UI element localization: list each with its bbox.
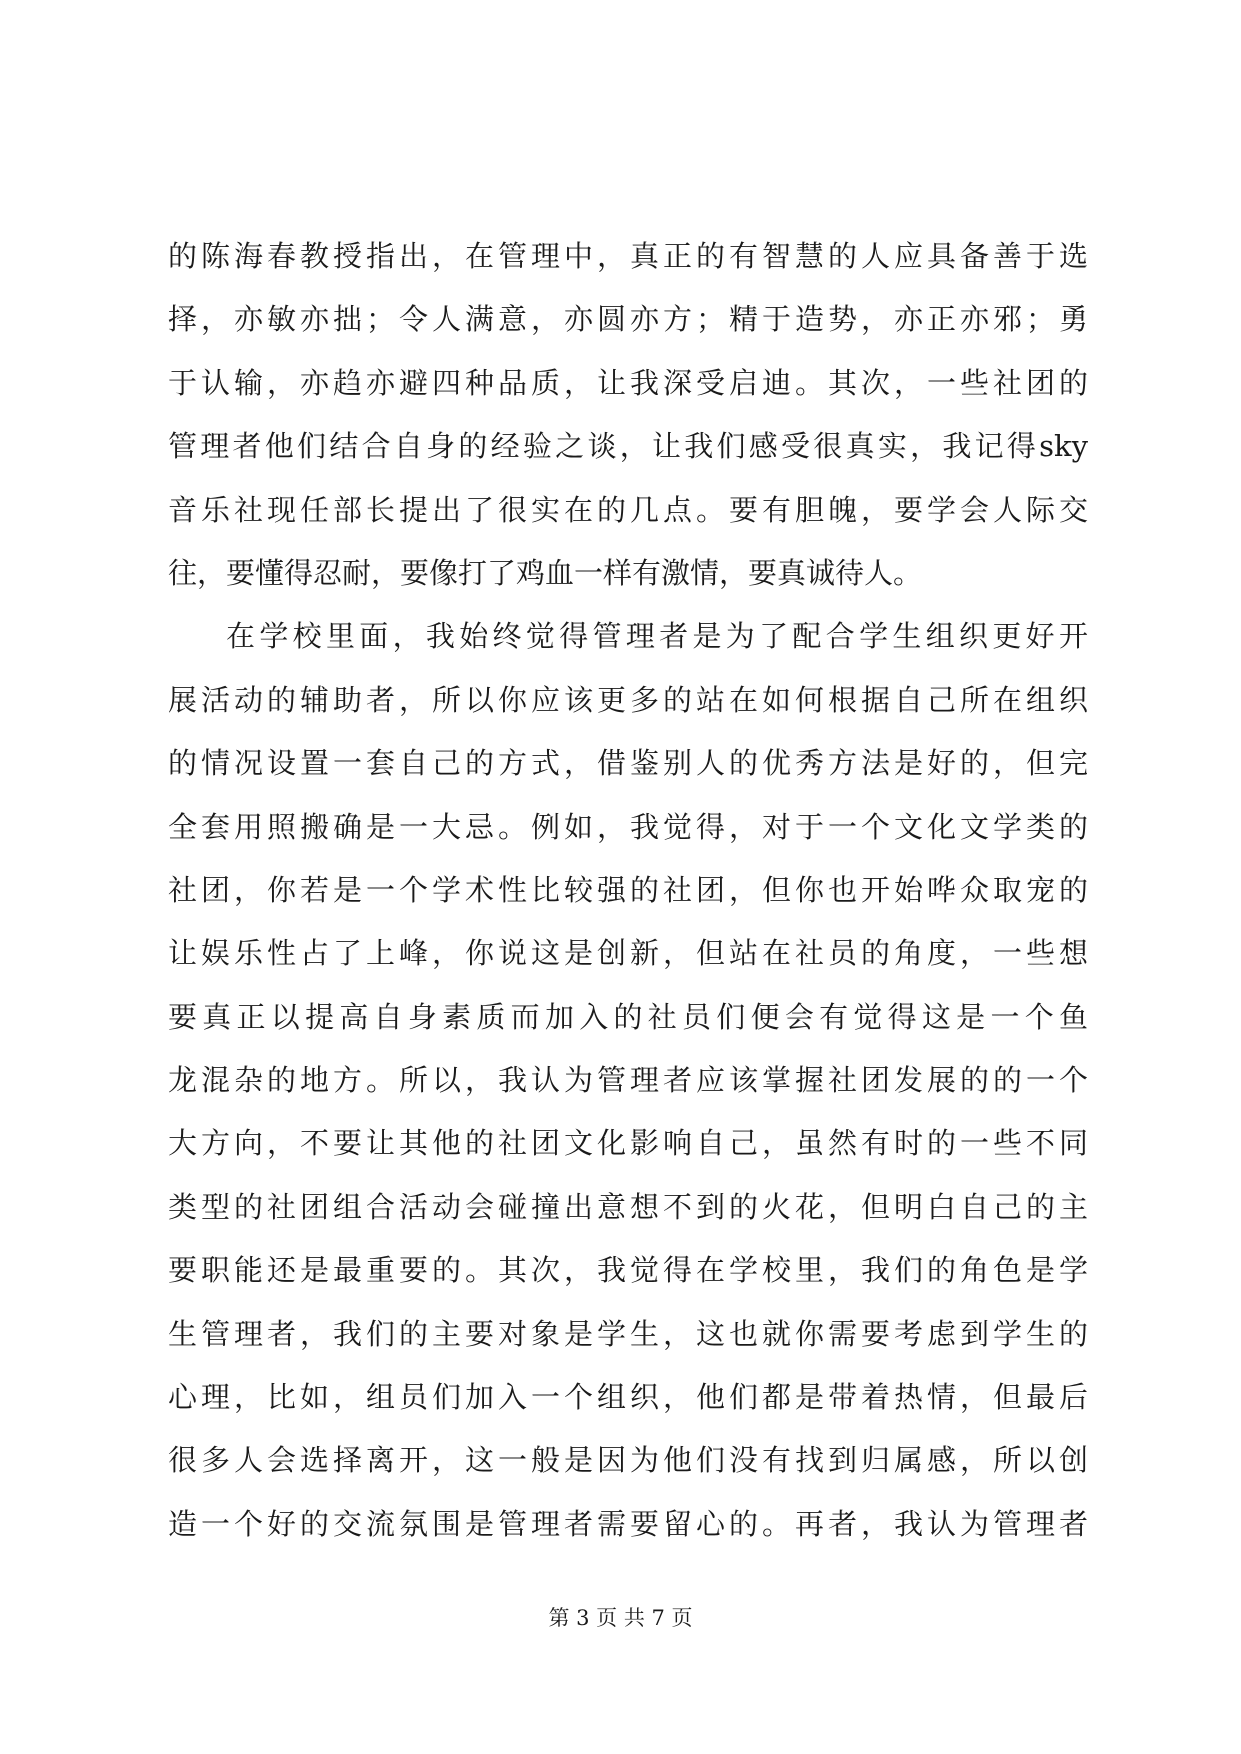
paragraph-start-line: 在学校里面，我始终觉得管理者是为了配合学生组织更好开 [226, 619, 1088, 654]
text-line: 要真正以提高自身素质而加入的社员们便会有觉得这是一个鱼 [168, 999, 1088, 1034]
text-line: 的情况设置一套自己的方式，借鉴别人的优秀方法是好的，但完 [168, 746, 1088, 781]
text-line: 龙混杂的地方。所以，我认为管理者应该掌握社团发展的的一个 [168, 1063, 1088, 1098]
text-line: 往，要懂得忍耐，要像打了鸡血一样有激情，要真诚待人。 [168, 555, 923, 590]
body-text [168, 225, 1088, 1556]
text-line: 让娱乐性占了上峰，你说这是创新，但站在社员的角度，一些想 [168, 936, 1088, 971]
text-line: 于认输，亦趋亦避四种品质，让我深受启迪。其次，一些社团的 [168, 365, 1088, 400]
page-number-footer: 第 3 页 共 7 页 [548, 1606, 693, 1630]
text-line: 择，亦敏亦拙；令人满意，亦圆亦方；精于造势，亦正亦邪；勇 [168, 302, 1088, 337]
text-line: 社团，你若是一个学术性比较强的社团，但你也开始哗众取宠的 [168, 872, 1088, 907]
text-line: 大方向，不要让其他的社团文化影响自己，虽然有时的一些不同 [168, 1126, 1088, 1161]
text-line: 很多人会选择离开，这一般是因为他们没有找到归属感，所以创 [168, 1443, 1088, 1478]
text-line: 管理者他们结合自身的经验之谈，让我们感受很真实，我记得sky [168, 429, 1088, 464]
text-line: 展活动的辅助者，所以你应该更多的站在如何根据自己所在组织 [168, 682, 1088, 717]
text-line: 的陈海春教授指出，在管理中，真正的有智慧的人应具备善于选 [168, 239, 1088, 273]
text-line: 类型的社团组合活动会碰撞出意想不到的火花，但明白自己的主 [168, 1189, 1088, 1224]
text-line: 要职能还是最重要的。其次，我觉得在学校里，我们的角色是学 [168, 1253, 1088, 1288]
text-line: 生管理者，我们的主要对象是学生，这也就你需要考虑到学生的 [168, 1316, 1088, 1351]
text-line: 造一个好的交流氛围是管理者需要留心的。再者，我认为管理者 [168, 1506, 1088, 1541]
text-line: 心理，比如，组员们加入一个组织，他们都是带着热情，但最后 [168, 1380, 1088, 1415]
text-line: 音乐社现任部长提出了很实在的几点。要有胆魄，要学会人际交 [168, 492, 1088, 527]
text-line: 全套用照搬确是一大忌。例如，我觉得，对于一个文化文学类的 [168, 809, 1088, 844]
